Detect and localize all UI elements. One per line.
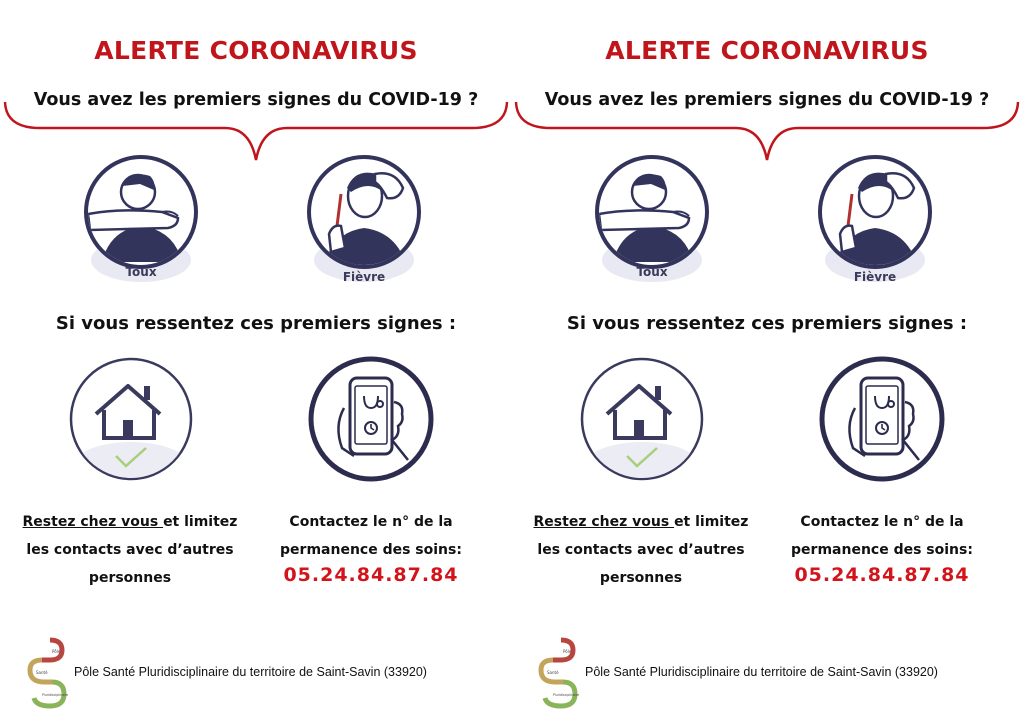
call-doctor-pictogram xyxy=(308,356,434,482)
phone-icon xyxy=(308,356,434,482)
symptom-cough xyxy=(80,152,202,284)
covid-question: Vous avez les premiers signes du COVID-19 ? xyxy=(544,90,990,110)
footer-text: Pôle Santé Pluridisciplinaire du territoire de Saint-Savin (33920) xyxy=(585,665,938,679)
symptom-label-cough: Toux xyxy=(125,265,157,279)
symptom-cough xyxy=(591,152,713,284)
fever-icon xyxy=(814,152,936,284)
symptom-fever xyxy=(303,152,425,284)
curly-brace-decoration xyxy=(0,96,512,166)
flyer-panel-right xyxy=(511,0,1023,723)
logo-icon xyxy=(22,636,70,712)
symptom-fever xyxy=(814,152,936,284)
symptom-label-cough: Toux xyxy=(636,265,668,279)
stay-home-emphasis: Restez chez vous xyxy=(533,514,675,530)
alert-title: ALERTE CORONAVIRUS xyxy=(605,36,929,65)
contact-text: Contactez le n° de la permanence des soins: xyxy=(791,514,973,558)
stay-home-pictogram xyxy=(579,356,705,482)
stay-home-emphasis: Restez chez vous xyxy=(22,514,164,530)
stay-home-text: Restez chez vous et limitez les contacts avec d’autres personnes xyxy=(22,514,238,586)
phone-number: 05.24.84.87.84 xyxy=(794,564,970,586)
stay-home-pictogram xyxy=(68,356,194,482)
covid-question: Vous avez les premiers signes du COVID-19 ? xyxy=(33,90,479,110)
house-icon xyxy=(579,356,705,482)
logo-icon xyxy=(533,636,581,712)
house-icon xyxy=(68,356,194,482)
footer-text: Pôle Santé Pluridisciplinaire du territoire de Saint-Savin (33920) xyxy=(74,665,427,679)
call-doctor-pictogram xyxy=(819,356,945,482)
svg-text:Pluridisciplinaire: Pluridisciplinaire xyxy=(42,693,69,697)
svg-text:Pluridisciplinaire: Pluridisciplinaire xyxy=(553,693,580,697)
pole-sante-logo xyxy=(533,636,581,712)
symptom-label-fever: Fièvre xyxy=(853,270,897,284)
pole-sante-logo xyxy=(22,636,70,712)
svg-text:Pôle: Pôle xyxy=(52,649,61,654)
svg-text:Santé: Santé xyxy=(36,670,48,675)
stay-home-text: Restez chez vous et limitez les contacts avec d’autres personnes xyxy=(533,514,749,586)
fever-icon xyxy=(303,152,425,284)
curly-brace-decoration xyxy=(511,96,1023,166)
instructions-subtitle: Si vous ressentez ces premiers signes : xyxy=(55,313,457,334)
instructions-subtitle: Si vous ressentez ces premiers signes : xyxy=(566,313,968,334)
contact-text: Contactez le n° de la permanence des soins: xyxy=(280,514,462,558)
phone-number: 05.24.84.87.84 xyxy=(283,564,459,586)
symptom-label-fever: Fièvre xyxy=(342,270,386,284)
svg-text:Pôle: Pôle xyxy=(563,649,572,654)
svg-text:Santé: Santé xyxy=(547,670,559,675)
phone-icon xyxy=(819,356,945,482)
alert-title: ALERTE CORONAVIRUS xyxy=(94,36,418,65)
